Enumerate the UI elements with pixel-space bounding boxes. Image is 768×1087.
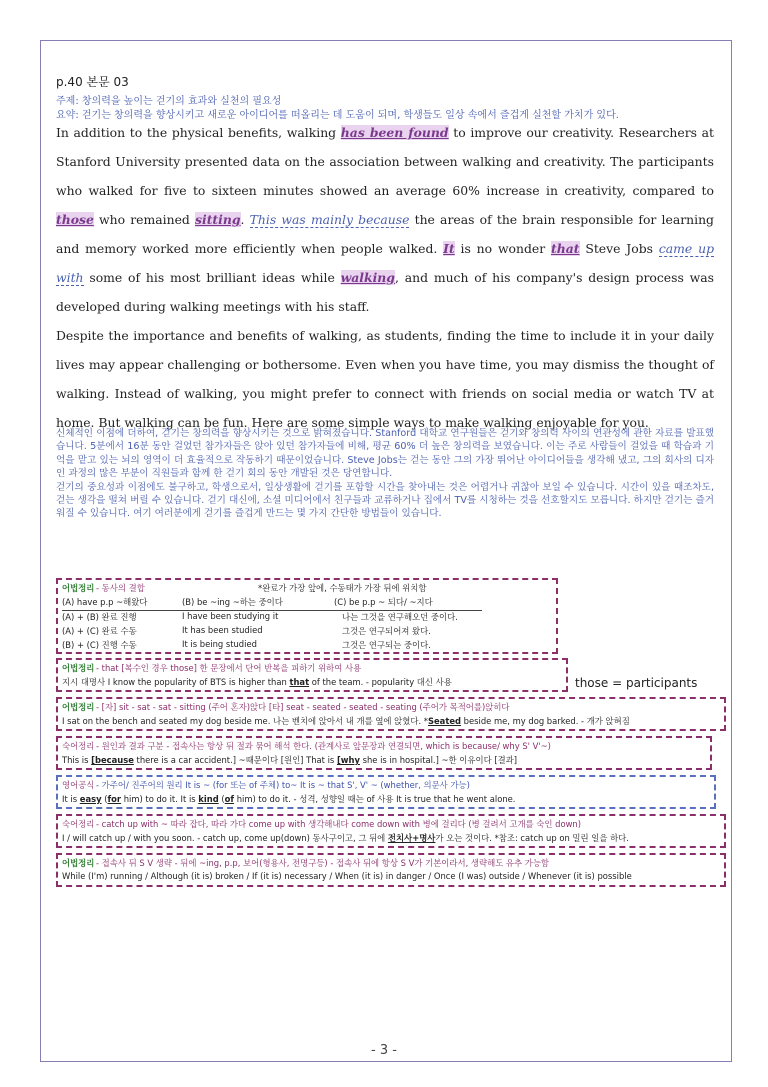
- grammar-box-that-those: 어법정리 - that [복수인 경우 those] 한 문장에서 단어 반복을 피하기 위하여 사용 지시 대명사 I know the popularity of BTS is higher than that of the team. - popularity 대신 사용: [56, 658, 568, 692]
- passage-paragraph-2: Despite the importance and benefits of walking, as students, finding the time to include it in your daily lives may appear challenging or bothersome. Even when you have time, you may dismiss the thought of walking. Instead of walking, you might prefer to connect with friends on social media or watch TV at home. But walking can be fun. Here are some simple ways to make walking enjoyable for you.: [56, 328, 714, 430]
- translation-paragraph-1: 신체적인 이점에 더하여, 걷기는 창의력을 향상시키는 것으로 밝혀졌습니다. Stanford 대학교 연구원들은 걷기와 창의력 사이의 연관성에 관한 자료를 발표했습니다. 5분에서 16분 동안 걸었던 참가자들은 앉아 있던 참가자들에 비해, 평균 60% 더 높은 창의력을 보였습니다. 이는 주로 사람들이 걸었을 때 학습과 기억을 맡고 있는 뇌의 영역이 더 효율적으로 작동하기 때문이었습니다. Steve Jobs는 걷는 동안 그의 가장 뛰어난 아이디어들을 생각해 냈고, 그의 회사의 디자인 과정의 많은 부분이 직원들과 함께 한 걷기 회의 동안 개발된 것은 당연합니다.: [56, 428, 714, 480]
- idiom-box-because-why: 숙어정리 - 원인과 결과 구분 - 접속사는 항상 뒤 절과 묶어 해석 한다. (관계사로 앞문장과 연결되면, which is because/ why S' V'~) This is [because there is a car accident.] ~때문이다 [원인] That is [why she is in hospital.] ~한 이유이다 [결과]: [56, 736, 712, 770]
- grammar-box-verb-combination: 어법정리 - 동사의 결합 *완료가 가장 앞에, 수동태가 가장 뒤에 위치함 (A) have p.p ~해왔다 (B) be ~ing ~하는 중이다 (C) be p.p ~ 되다/ ~지다 (A) + (B) 완료 진행 I have been studying it 나는 그것을 연구해오던 중이다. (A) + (C) 완료 수동 It has been studied 그것은 연구되어져 왔다. (B) + (C) 진행 수동 It is being studied 그것은 연구되는 중이다.: [56, 578, 558, 654]
- grammar-box-conjunction-ellipsis: 어법정리 - 접속사 뒤 S V 생략 - 뒤에 ~ing, p.p, 보어(형용사, 전명구등) - 접속사 뒤에 항상 S V가 기본이라서, 생략해도 유추 가능함 While (I'm) running / Although (it is) broken / If (it is) necessary / When (it is) in danger / Once (I was) outside / Whenever (it is) possible: [56, 853, 726, 887]
- highlight-those: those: [56, 212, 94, 227]
- passage: [56, 118, 714, 437]
- page-label: p.40 본문 03: [56, 75, 129, 89]
- topic-line: 주제: 창의력을 높이는 걷기의 효과와 실천의 필요성: [56, 96, 282, 107]
- underline-came-up-with: came up with: [56, 241, 714, 285]
- translation-paragraph-2: 걷기의 중요성과 이점에도 불구하고, 학생으로서, 일상생활에 걷기를 포함할 시간을 찾아내는 것은 어렵거나 귀찮아 보일 수 있습니다. 시간이 있을 때조차도, 걷는 생각을 떨쳐 버릴 수 있습니다. 걷기 대신에, 소셜 미디어에서 친구들과 교류하거나 집에서 TV를 시청하는 것을 선호할지도 모릅니다. 하지만 걷기는 즐거워질 수 있습니다. 여기 여러분에게 걷기를 즐겁게 만드는 몇 가지 간단한 방법들이 있습니다.: [56, 481, 714, 520]
- passage-paragraph-1: In addition to the physical benefits, walking has been found to improve our creativity. Researchers at Stanford University presented data on the association between walking and creativity. The participants who walked for five to sixteen minutes showed an average 60% increase in creativity, compared to those who remained sitting. This was mainly because the areas of the brain responsible for learning and memory worked more efficiently when people walked. It is no wonder that Steve Jobs came up with some of his most brilliant ideas while walking, and much of his company's design process was developed during walking meetings with his staff.: [56, 125, 714, 314]
- page-number: - 3 -: [371, 1043, 397, 1058]
- summary-line: 요약: 걷기는 창의력을 향상시키고 새로운 아이디어를 떠올리는 데 도움이 되며, 학생들도 일상 속에서 즐겁게 실천할 가치가 있다.: [56, 110, 619, 121]
- highlight-walking: walking: [340, 270, 395, 285]
- highlight-has-been-found: has been found: [340, 125, 449, 140]
- highlight-that: that: [551, 241, 580, 256]
- highlight-it: It: [443, 241, 455, 256]
- side-note-those-participants: those = participants: [575, 676, 698, 690]
- highlight-sitting: sitting: [195, 212, 241, 227]
- grammar-box-sit-seat: 어법정리 - [자] sit - sat - sat - sitting (주어 혼자)앉다 [타] seat - seated - seated - seating (주어가 목적어를)앉히다 I sat on the bench and seated my dog beside me. 나는 벤치에 앉아서 내 개를 옆에 앉혔다. *Seated beside me, my dog barked. - 개가 앉혀짐: [56, 697, 726, 731]
- translation: [56, 427, 714, 521]
- formula-box-dummy-subject: 영어공식 - 가주어/ 진주어의 원리 It is ~ (for 또는 of 주체) to~ It is ~ that S', V' ~ (whether, 의문사 가능) It is easy (for him) to do it. It is kind (of him) to do it. - 성격, 성향일 때는 of 사용 It is true that he went alone.: [56, 775, 716, 809]
- idiom-box-catch-up-with: 숙어정리 - catch up with ~ 따라 잡다, 따라 가다 come up with 생각해내다 come down with 병에 걸리다 (병 걸려서 고개를 숙인 down) I / will catch up / with you soon. - catch up, come up(down) 동사구이고, 그 뒤에 전치사+명사가 오는 것이다. *참조: catch up on 밀린 일을 하다.: [56, 814, 726, 848]
- underline-this-was-mainly-because: This was mainly because: [249, 212, 410, 227]
